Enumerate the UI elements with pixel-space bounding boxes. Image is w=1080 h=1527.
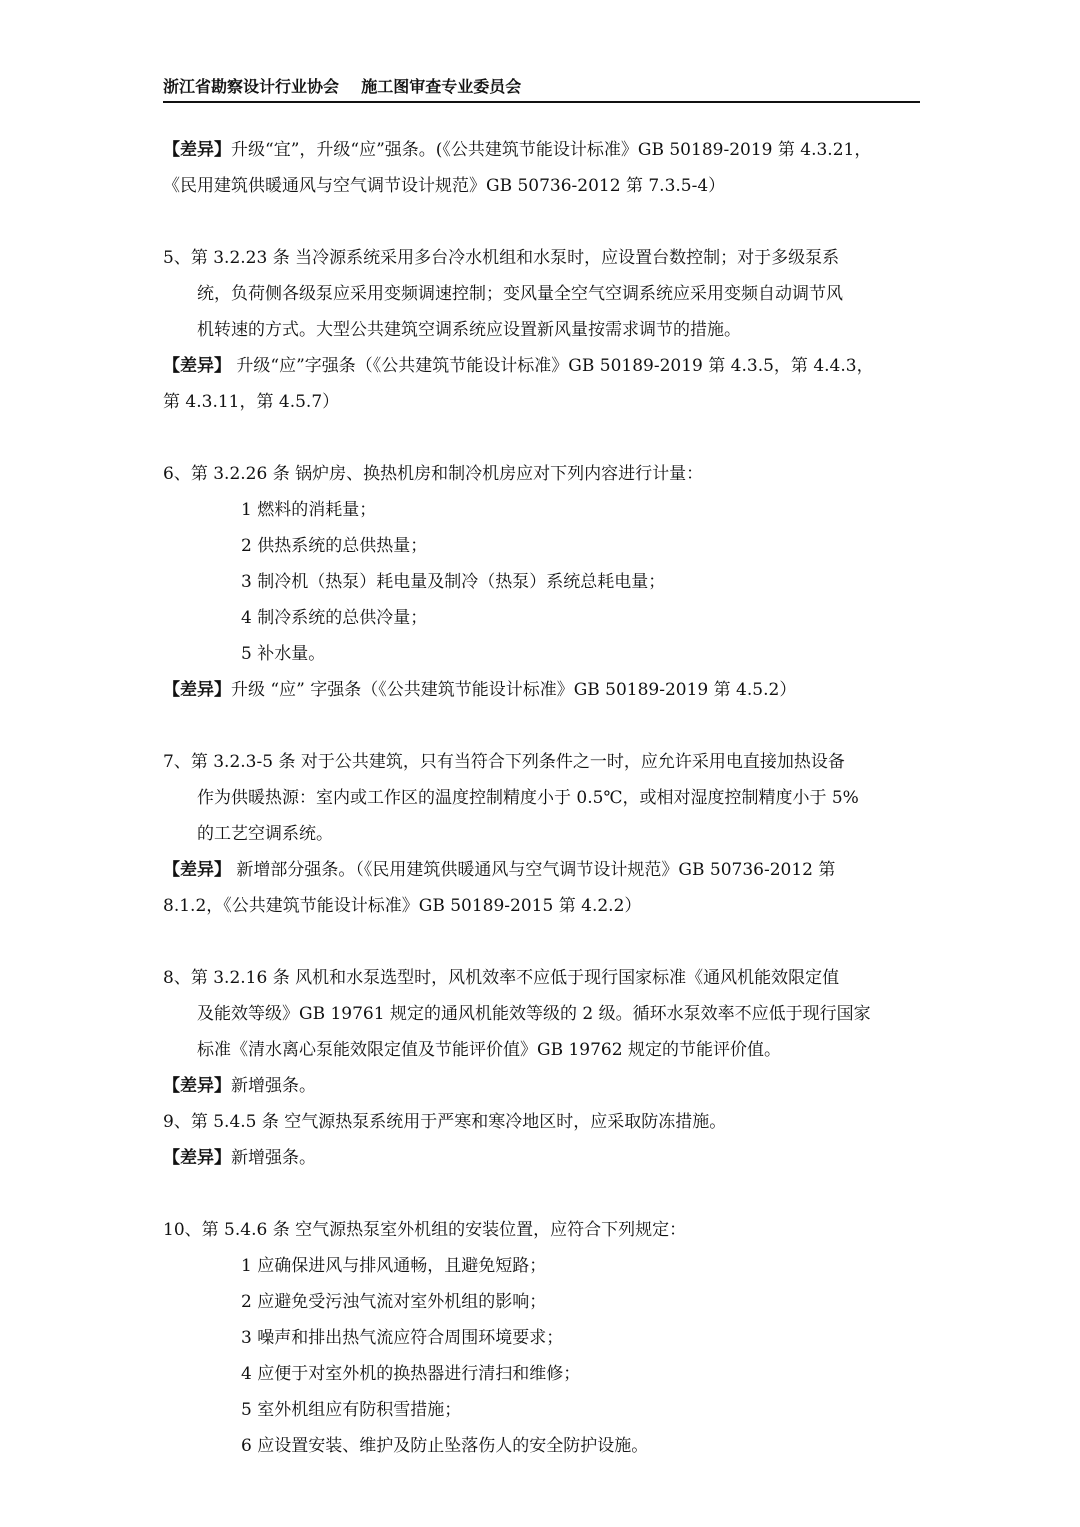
clause (163, 744, 920, 852)
list-item: 5 补水量。 (241, 644, 326, 664)
list-item: 2 应避免受污浊气流对室外机组的影响； (241, 1292, 547, 1312)
header-committee: 施工图审查专业委员会 (361, 77, 522, 96)
difference-note (163, 1068, 920, 1104)
blank-line (163, 708, 920, 744)
clause-line: 机转速的方式。大型公共建筑空调系统应设置新风量按需求调节的措施。 (197, 320, 741, 340)
list-item: 6 应设置安装、维护及防止坠落伤人的安全防护设施。 (241, 1436, 649, 1456)
clause (163, 456, 920, 492)
difference-label: 【差异】 (163, 860, 231, 880)
difference-line (163, 132, 920, 168)
difference-line (163, 672, 920, 708)
header-org: 浙江省勘察设计行业协会 (163, 77, 340, 96)
clause-items (163, 1248, 920, 1464)
difference-text: 新增强条。 (231, 1076, 316, 1096)
difference-label: 【差异】 (163, 140, 231, 160)
clause-line: 8、第 3.2.16 条 风机和水泵选型时，风机效率不应低于现行国家标准《通风机能效限定值 (163, 968, 840, 988)
difference-line (163, 384, 920, 420)
difference-text: 升级“宜”，升级“应”强条。(《公共建筑节能设计标准》GB 50189-2019 第 4.3.21， (231, 140, 872, 160)
clause-line: 及能效等级》GB 19761 规定的通风机能效等级的 2 级。循环水泵效率不应低于现行国家 (197, 1004, 871, 1024)
list-item: 3 噪声和排出热气流应符合周围环境要求； (241, 1328, 564, 1348)
clause-line: 9、第 5.4.5 条 空气源热泵系统用于严寒和寒冷地区时，应采取防冻措施。 (163, 1112, 727, 1132)
clause (163, 1104, 920, 1140)
clause (163, 960, 920, 1068)
difference-note (163, 132, 920, 204)
list-item: 4 制冷系统的总供冷量； (241, 608, 428, 628)
page-header (163, 75, 920, 103)
difference-note (163, 1140, 920, 1176)
list-item: 1 燃料的消耗量； (241, 500, 377, 520)
list-item: 5 室外机组应有防积雪措施； (241, 1400, 462, 1420)
difference-text: 新增部分强条。（《民用建筑供暖通风与空气调节设计规范》GB 50736-2012 第 (231, 860, 836, 880)
list-item: 4 应便于对室外机的换热器进行清扫和维修； (241, 1364, 581, 1384)
difference-text: 升级“应”字强条（《公共建筑节能设计标准》GB 50189-2019 第 4.3.5，第 4.4.3， (231, 356, 874, 376)
difference-line (163, 852, 920, 888)
clause-items (163, 492, 920, 672)
blank-line (163, 420, 920, 456)
list-item: 3 制冷机（热泵）耗电量及制冷（热泵）系统总耗电量； (241, 572, 666, 592)
clause-line: 10、第 5.4.6 条 空气源热泵室外机组的安装位置，应符合下列规定： (163, 1220, 687, 1240)
difference-note (163, 852, 920, 924)
blank-line (163, 1176, 920, 1212)
difference-line (163, 888, 920, 924)
document-body (163, 132, 920, 1464)
blank-line (163, 924, 920, 960)
clause-line: 作为供暖热源：室内或工作区的温度控制精度小于 0.5℃，或相对湿度控制精度小于 5% (197, 788, 859, 808)
difference-line (163, 348, 920, 384)
clause-line: 5、第 3.2.23 条 当冷源系统采用多台冷水机组和水泵时，应设置台数控制；对于多级泵系 (163, 248, 840, 268)
difference-line (163, 168, 920, 204)
clause-line: 7、第 3.2.3-5 条 对于公共建筑，只有当符合下列条件之一时，应允许采用电直接加热设备 (163, 752, 845, 772)
difference-note (163, 672, 920, 708)
clause-line: 的工艺空调系统。 (197, 824, 333, 844)
difference-line (163, 1140, 920, 1176)
difference-line (163, 1068, 920, 1104)
difference-label: 【差异】 (163, 1148, 231, 1168)
clause-line: 6、第 3.2.26 条 锅炉房、换热机房和制冷机房应对下列内容进行计量： (163, 464, 704, 484)
blank-line (163, 204, 920, 240)
clause-line: 标准《清水离心泵能效限定值及节能评价值》GB 19762 规定的节能评价值。 (197, 1040, 781, 1060)
difference-note (163, 348, 920, 420)
difference-text: 新增强条。 (231, 1148, 316, 1168)
difference-text: 8.1.2，《公共建筑节能设计标准》GB 50189-2015 第 4.2.2） (163, 896, 642, 916)
difference-label: 【差异】 (163, 356, 231, 376)
difference-text: 第 4.3.11，第 4.5.7） (163, 392, 340, 412)
difference-label: 【差异】 (163, 680, 231, 700)
clause (163, 1212, 920, 1248)
difference-text: 升级 “应” 字强条（《公共建筑节能设计标准》GB 50189-2019 第 4.5.2） (231, 680, 797, 700)
clause (163, 240, 920, 348)
clause-line: 统，负荷侧各级泵应采用变频调速控制；变风量全空气空调系统应采用变频自动调节风 (197, 284, 843, 304)
difference-text: 《民用建筑供暖通风与空气调节设计规范》GB 50736-2012 第 7.3.5-4） (163, 176, 726, 196)
list-item: 2 供热系统的总供热量； (241, 536, 428, 556)
list-item: 1 应确保进风与排风通畅，且避免短路； (241, 1256, 547, 1276)
difference-label: 【差异】 (163, 1076, 231, 1096)
